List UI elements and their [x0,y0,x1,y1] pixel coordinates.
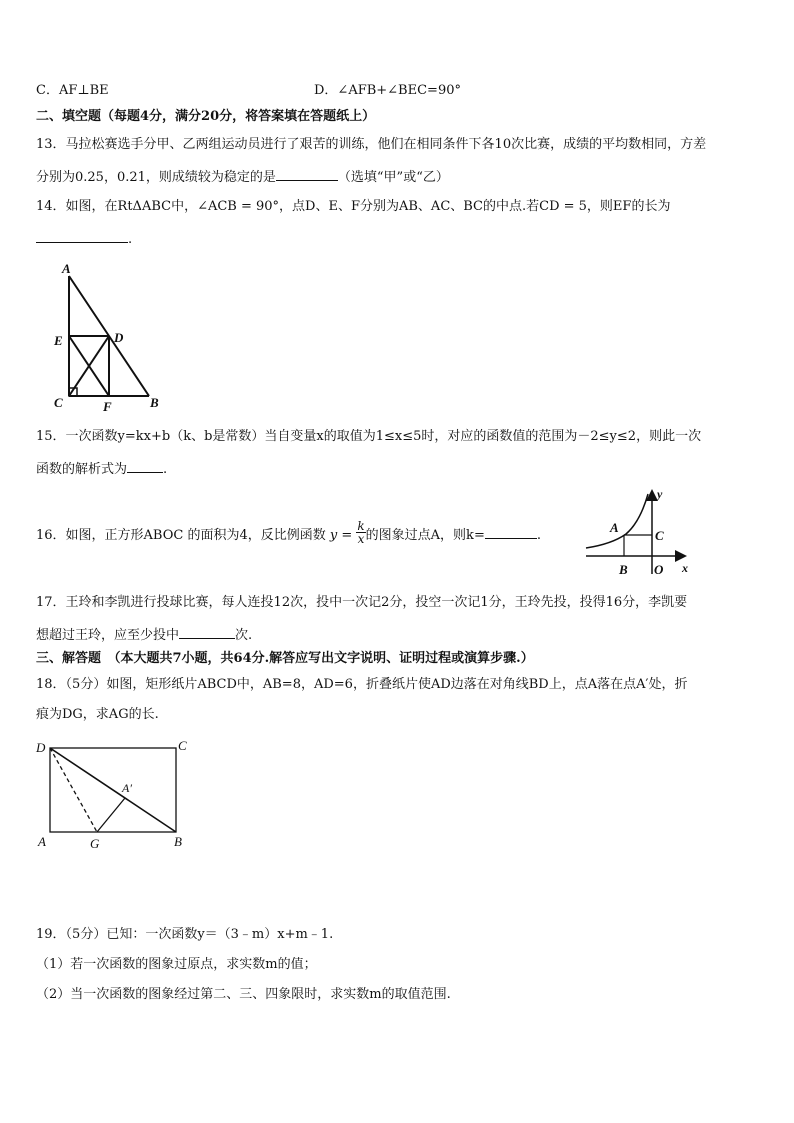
q14-answer-blank[interactable] [36,228,128,243]
q14-line2 [36,228,132,249]
label-a: A [62,261,71,276]
q13-text-b: （选填“甲”或“乙） [337,170,449,185]
label-e: E [54,333,63,348]
label-d: D [114,330,124,345]
q15-line1: 15．一次函数y=kx+b（k、b是常数）当自变量x的取值为1≤x≤5时，对应的函数值的范围为－2≤y≤2，则此一次 [36,429,702,444]
segment-ga1 [97,798,125,832]
label-b: B [619,562,628,577]
label-o: O [654,562,664,577]
q19-line1: 19．（5分）已知：一次函数y＝（3﹣m）x+m﹣1. [36,927,334,942]
q16-answer-blank[interactable] [485,524,537,539]
label-y: y [657,487,663,501]
q17-answer-blank[interactable] [179,624,235,639]
q14-line1: 14．如图，在RtΔABC中，∠ACB = 90°，点D、E、F分别为AB、AC、BC的中点.若CD = 5，则EF的长为 [36,199,671,214]
q16-hyperbola-figure [582,484,692,580]
q15-answer-blank[interactable] [127,458,163,473]
q13-answer-blank[interactable] [276,166,338,181]
label-a-prime: A′ [122,781,132,795]
q16-line [36,519,541,546]
diagonal-bd [50,748,176,832]
q17-text-b: 次. [235,628,253,643]
q19-part1: （1）若一次函数的图象过原点，求实数m的值； [36,957,317,972]
q19-part2: （2）当一次函数的图象经过第二、三、四象限时，求实数m的取值范围. [36,987,451,1002]
label-c: C [178,738,187,753]
q16-text-b: 的图象过点A，则k= [365,528,485,543]
q16-fraction [356,520,365,545]
q17-text-a: 想超过王玲，应至少投中 [36,628,180,643]
q16-fraction-numerator: k [357,519,365,533]
section-2-heading: 二、填空题（每题4分，满分20分，将答案填在答题纸上） [36,109,376,124]
q16-text-a: 16．如图，正方形ABOC 的面积为4，反比例函数 [36,528,326,543]
label-g: G [90,836,100,850]
q13-text-a: 分别为0.25，0.21，则成绩较为稳定的是 [36,170,276,185]
q18-line2: 痕为DG，求AG的长. [36,707,159,722]
q17-line1: 17．王玲和李凯进行投球比赛，每人连投12次，投中一次记2分，投空一次记1分，王玲先投，投得16分，李凯要 [36,595,688,610]
label-b: B [150,395,159,410]
q16-text-c: . [536,528,541,543]
q15-text-a: 函数的解析式为 [36,462,128,477]
q16-fraction-denominator: x [357,532,365,546]
q15-text-b: . [163,462,168,477]
q16-y-equals: y = [329,528,353,543]
section-3-heading: 三、解答题 （本大题共7小题，共64分.解答应写出文字说明、证明过程或演算步骤.） [36,651,534,666]
label-a: A [610,520,619,535]
q12-option-d: D．∠AFB+∠BEC=90° [314,83,461,98]
label-x: x [682,561,688,575]
q17-line2 [36,624,252,645]
fold-line-dg [50,748,97,832]
label-f: F [103,399,112,414]
q18-rectangle-figure [34,736,194,850]
q14-triangle-figure [48,258,168,414]
label-c: C [54,395,63,410]
q18-line1: 18．（5分）如图，矩形纸片ABCD中，AB=8，AD=6，折叠纸片使AD边落在对角线BD上，点A落在点A′处，折 [36,677,688,692]
label-d: D [36,740,46,755]
label-c: C [655,528,664,543]
q13-line2 [36,166,449,187]
label-b: B [174,834,182,849]
q12-option-c: C．AF⊥BE [36,83,109,98]
q13-line1: 13．马拉松赛选手分甲、乙两组运动员进行了艰苦的训练，他们在相同条件下各10次比赛，成绩的平均数相同，方差 [36,137,707,152]
label-a: A [38,834,46,849]
q14-period: . [128,232,133,247]
q15-line2 [36,458,167,479]
